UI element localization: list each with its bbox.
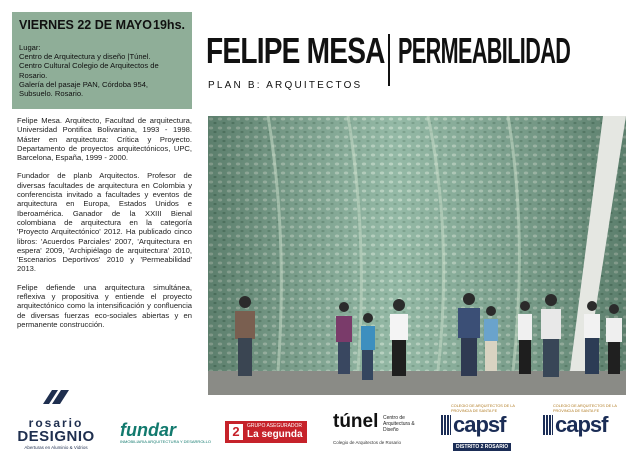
venue-line: Centro Cultural Colegio de Arquitectos de (19, 61, 159, 71)
venue-line: Rosario. (19, 70, 48, 80)
capsf-word: capsf (555, 412, 608, 437)
designio-tagline: Aberturas en Aluminio & Vidrios (24, 445, 88, 450)
capsf-word: capsf (453, 412, 506, 437)
lecture-topic: PERMEABILIDAD (398, 30, 571, 71)
capsf-heading: COLEGIO DE ARQUITECTOS DE LA PROVINCIA DE SANTA FE (553, 404, 617, 413)
firm-subtitle: PLAN B: ARQUITECTOS (208, 80, 363, 91)
facade-illustration (208, 116, 626, 395)
capsf-mark-row (441, 412, 526, 437)
la-segunda-logo (225, 421, 307, 443)
venue-line: Galería del pasaje PAN, Córdoba 954, (19, 79, 149, 89)
event-time: 19hs. (153, 18, 185, 32)
fundar-logo (120, 420, 211, 449)
segunda-main: La segunda (247, 429, 303, 440)
event-info-box (12, 12, 192, 109)
rosario-word: rosario (28, 416, 84, 430)
capsf-bars-icon (441, 415, 451, 435)
capsf-district: DISTRITO 2 ROSARIO (453, 443, 511, 451)
segunda-mark: 2 (229, 424, 243, 440)
title-block (206, 30, 626, 100)
tunel-footer: Colegio de Arquitectos de Rosario (333, 440, 402, 445)
venue-line: Subsuelo. Rosario. (19, 89, 84, 99)
speaker-bio (17, 116, 192, 338)
fundar-word: fundar (120, 420, 176, 440)
date-row (19, 18, 185, 32)
venue-line: Centro de Arquitectura y diseño |Túnel. (19, 52, 151, 62)
tunel-tagline: Centro de Arquitectura & Diseño (383, 415, 415, 433)
capsf-bars-icon (543, 415, 553, 435)
capsf-distrito2-logo (441, 404, 526, 450)
event-day: VIERNES 22 DE MAYO (19, 18, 152, 32)
capsf-heading: COLEGIO DE ARQUITECTOS DE LA PROVINCIA DE SANTA FE (451, 404, 515, 413)
designio-mark-icon (43, 390, 69, 404)
speaker-name: FELIPE MESA (206, 30, 385, 71)
tunel-word: túnel (333, 411, 379, 432)
bio-paragraph: Fundador de planb Arquitectos. Profesor de diversas facultades de arquitectura en Colombia y conferencista invitado a facultades y eventos de arquitectura en Europa, Estados Unidos e Iberoamérica. Ganador de la XXIII Bienal colombiana de arquitectura en la categoría 'Proyecto Arquitectónico' 2012. Ha publicado cinco libros: 'Acuerdos Parciales' 2007, 'Arquitectura en espera' 2009, 'Archipiélago de arquitectura' 2010, 'Escenarios Deportivos' 2010 y 'Permeabilidad' 2013. (17, 171, 192, 274)
venue-info (19, 43, 185, 98)
capsf-logo (543, 404, 628, 450)
designio-word: DESIGNIO (17, 428, 95, 445)
bio-paragraph: Felipe defiende una arquitectura simultánea, reflexiva y propositiva y entiende el proyecto arquitectónico como la intensificación y confluencia de diversas fuerzas eco-sociales abiertas y en permanente construcción. (17, 282, 192, 329)
title-divider (388, 34, 390, 86)
facade-photo (208, 116, 626, 395)
rosario-designio-logo (12, 404, 100, 454)
fundar-tagline: INMOBILIARIA ARQUITECTURA Y DESARROLLO (120, 439, 211, 444)
sponsor-logos (0, 404, 640, 460)
tunel-logo (333, 412, 423, 452)
venue-line: Lugar: (19, 43, 41, 52)
segunda-top: GRUPO ASEGURADOR (247, 423, 303, 429)
capsf-mark-row (543, 412, 628, 437)
bio-paragraph: Felipe Mesa. Arquitecto, Facultad de arquitectura, Universidad Pontifica Bolivariana, 1993 - 1998. Máster en arquitectura: Crítica y Proyecto. Departamento de proyectos arquitectónicos, UPC, Barcelona, España, 1999 - 2000. (17, 116, 192, 163)
